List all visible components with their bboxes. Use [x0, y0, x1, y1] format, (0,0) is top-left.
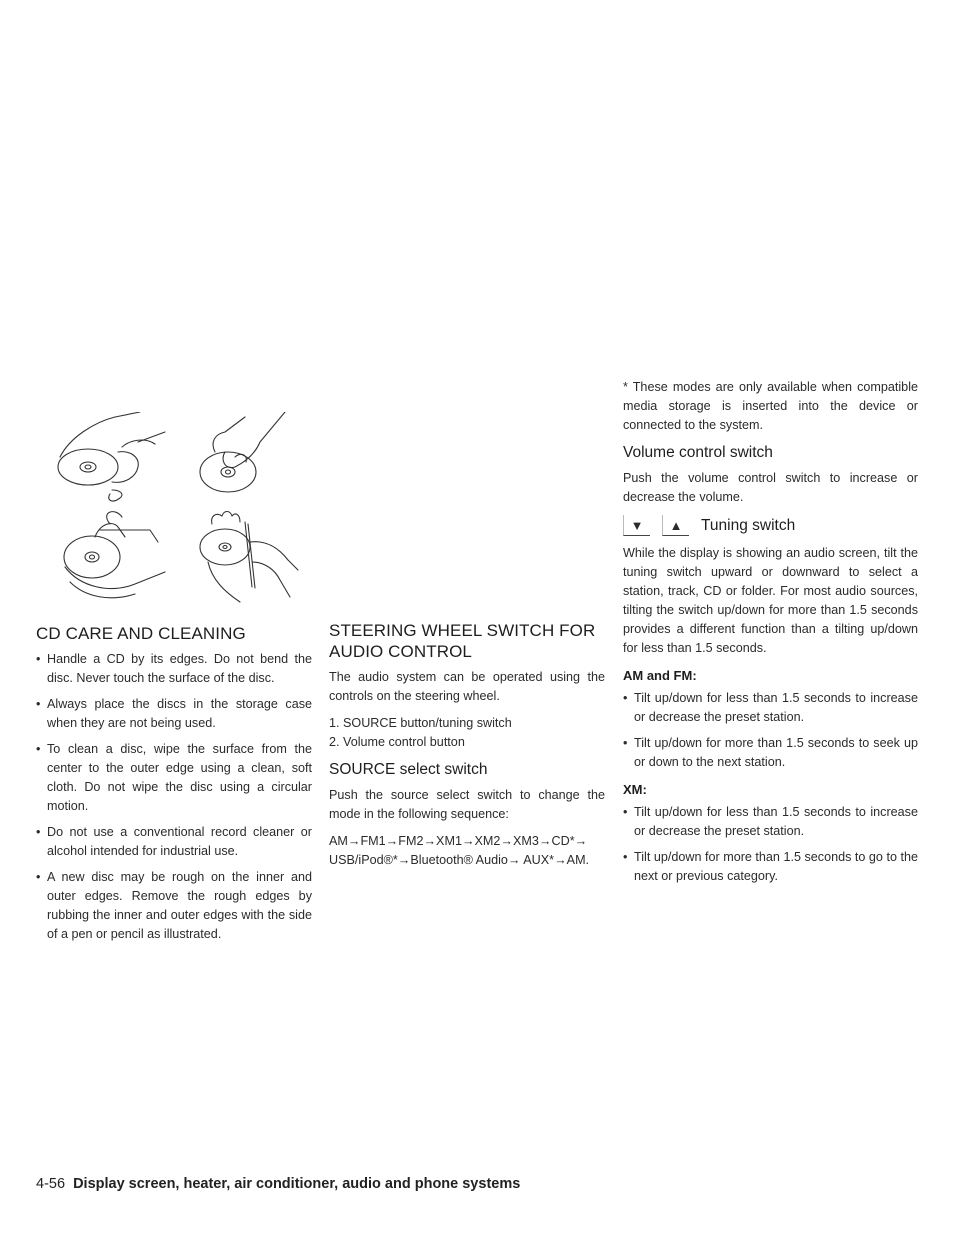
disc-center-hold-figure	[200, 412, 285, 492]
disc-pen-edge-figure	[200, 512, 298, 603]
cd-care-section	[36, 623, 312, 951]
am-fm-heading: AM and FM:	[623, 668, 697, 683]
xm-heading: XM:	[623, 782, 647, 797]
source-sequence: AM→FM1→FM2→XM1→XM2→XM3→CD*→ USB/iPod®*→Bluetooth® Audio→ AUX*→AM.	[329, 834, 590, 867]
list-item: 2. Volume control button	[329, 735, 465, 749]
disc-wipe-figure	[64, 512, 165, 598]
tuning-switch-heading	[623, 515, 918, 536]
list-item: • Do not use a conventional record cleaner or alcohol intended for industrial use.	[36, 823, 312, 861]
list-item: • Always place the discs in the storage case when they are not being used.	[36, 695, 312, 733]
steering-wheel-intro: The audio system can be operated using the controls on the steering wheel.	[329, 670, 605, 703]
xm-list	[623, 803, 918, 886]
source-switch-heading: SOURCE select switch	[329, 761, 488, 778]
list-item: • Tilt up/down for more than 1.5 seconds to seek up or down to the next station.	[623, 734, 918, 772]
page-number: 4-56	[36, 1176, 66, 1192]
tuning-down-icon: ▼	[623, 515, 650, 536]
list-item: • Tilt up/down for more than 1.5 seconds to go to the next or previous category.	[623, 848, 918, 886]
volume-switch-heading: Volume control switch	[623, 444, 773, 461]
availability-note: * These modes are only available when compatible media storage is inserted into the device or connected to the system.	[623, 380, 918, 432]
list-item: • Tilt up/down for less than 1.5 seconds to increase or decrease the preset station.	[623, 803, 918, 841]
disc-edge-hold-figure	[58, 412, 165, 501]
list-item: • A new disc may be rough on the inner and outer edges. Remove the rough edges by rubbing the inner and outer edges with the side of a pen or pencil as illustrated.	[36, 868, 312, 944]
switch-details-section	[623, 378, 918, 893]
list-item: 1. SOURCE button/tuning switch	[329, 716, 512, 730]
tuning-up-icon: ▲	[662, 515, 689, 536]
cd-care-heading: CD CARE AND CLEANING	[36, 624, 246, 643]
list-item: • To clean a disc, wipe the surface from the center to the outer edge using a clean, soft cloth. Do not wipe the disc using a circular motion.	[36, 740, 312, 816]
cd-care-list	[36, 650, 312, 944]
volume-switch-text: Push the volume control switch to increase or decrease the volume.	[623, 471, 918, 504]
list-item: • Tilt up/down for less than 1.5 seconds to increase or decrease the preset station.	[623, 689, 918, 727]
list-item: • Handle a CD by its edges. Do not bend the disc. Never touch the surface of the disc.	[36, 650, 312, 688]
am-fm-list	[623, 689, 918, 772]
steering-wheel-section	[329, 620, 605, 878]
chapter-title: Display screen, heater, air conditioner, audio and phone systems	[73, 1176, 521, 1192]
page-footer	[36, 1176, 520, 1192]
tuning-switch-text: While the display is showing an audio screen, tilt the tuning switch upward or downward to select a station, track, CD or folder. For most audio sources, tilting the switch up/down for more than 1.5 seconds provides a different function than a tilting up/down for less than 1.5 seconds.	[623, 546, 918, 655]
cd-care-illustration	[40, 412, 300, 612]
steering-wheel-heading: STEERING WHEEL SWITCH FOR AUDIO CONTROL	[329, 621, 596, 661]
control-list	[329, 714, 605, 752]
tuning-switch-label: Tuning switch	[701, 517, 796, 534]
source-switch-text: Push the source select switch to change the mode in the following sequence:	[329, 788, 605, 821]
